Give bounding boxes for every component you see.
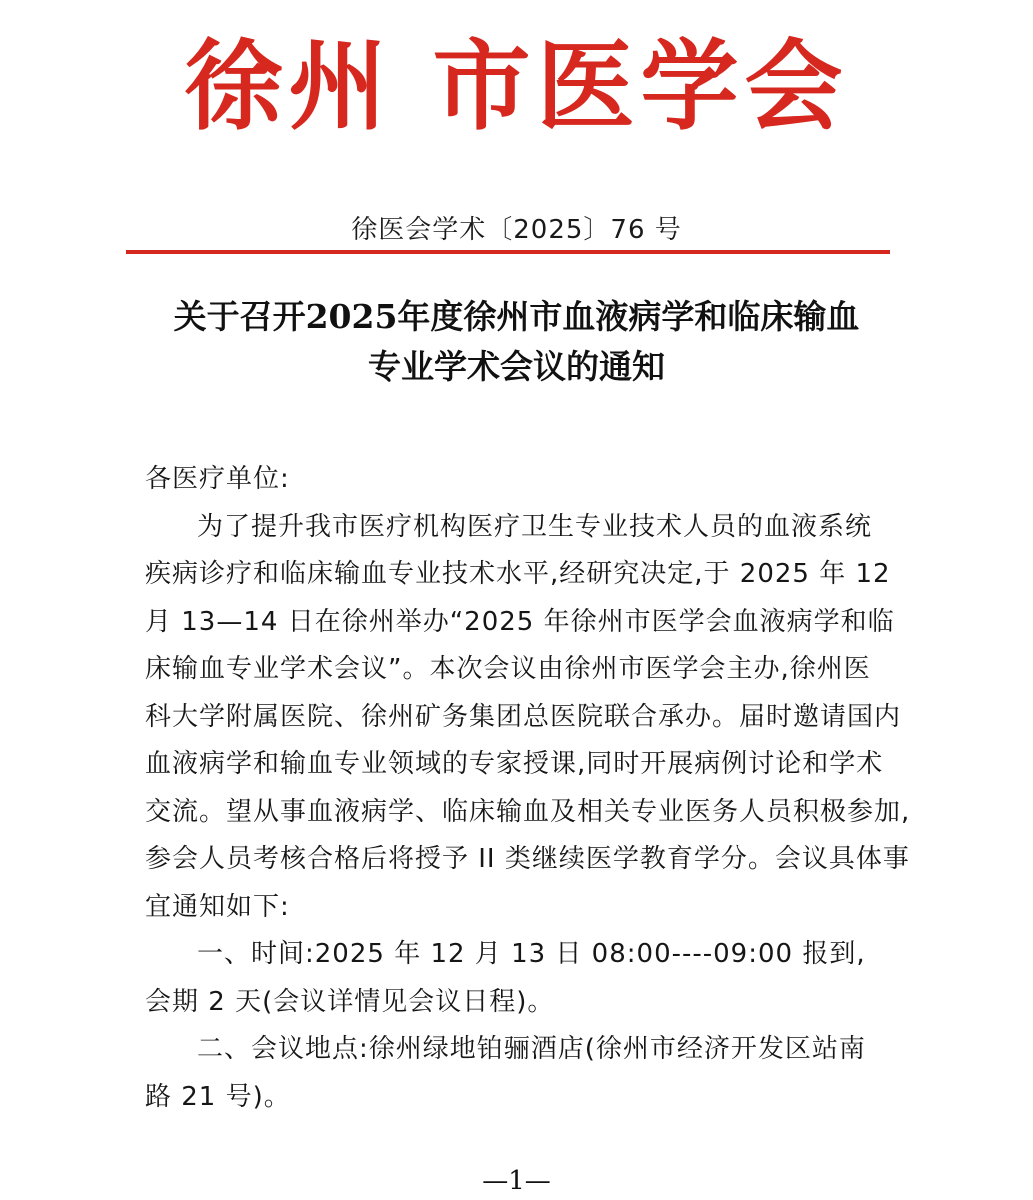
body-line: 科大学附属医院、徐州矿务集团总医院联合承办。届时邀请国内 [145,701,902,732]
body-line: 床输血专业学术会议”。本次会议由徐州市医学会主办,徐州医 [145,654,871,684]
body-line: 宜通知如下: [145,891,290,922]
salutation: 各医疗单位: [145,464,290,494]
notice-body [145,456,911,1121]
organization-header: 徐州 市医学会 [184,29,849,144]
body-line: 为了提升我市医疗机构医疗卫生专业技术人员的血液系统 [197,511,873,542]
body-line: 参会人员考核合格后将授予 II 类继续医学教育学分。会议具体事 [145,844,910,874]
body-line: 血液病学和输血专业领域的专家授课,同时开展病例讨论和学术 [145,749,884,779]
section-time: 一、时间:2025 年 12 月 13 日 08:00----09:00 报到, [197,939,866,969]
body-line: 疾病诊疗和临床输血专业技术水平,经研究决定,于 2025 年 12 [145,559,891,589]
body-line: 路 21 号)。 [145,1081,291,1112]
notice-title [120,292,913,392]
body-line: 月 13—14 日在徐州举办“2025 年徐州市医学会血液病学和临 [145,606,895,637]
red-divider-line [126,250,890,254]
page-number: —1— [482,1166,551,1196]
notice-title-line-1: 关于召开2025年度徐州市血液病学和临床输血 [173,297,860,336]
notice-title-line-2: 专业学术会议的通知 [368,347,665,386]
body-line: 交流。望从事血液病学、临床输血及相关专业医务人员积极参加, [145,796,911,827]
body-line: 会期 2 天(会议详情见会议日程)。 [145,986,555,1017]
document-number: 徐医会学术〔2025〕76 号 [351,215,682,245]
section-venue: 二、会议地点:徐州绿地铂骊酒店(徐州市经济开发区站南 [197,1034,866,1064]
